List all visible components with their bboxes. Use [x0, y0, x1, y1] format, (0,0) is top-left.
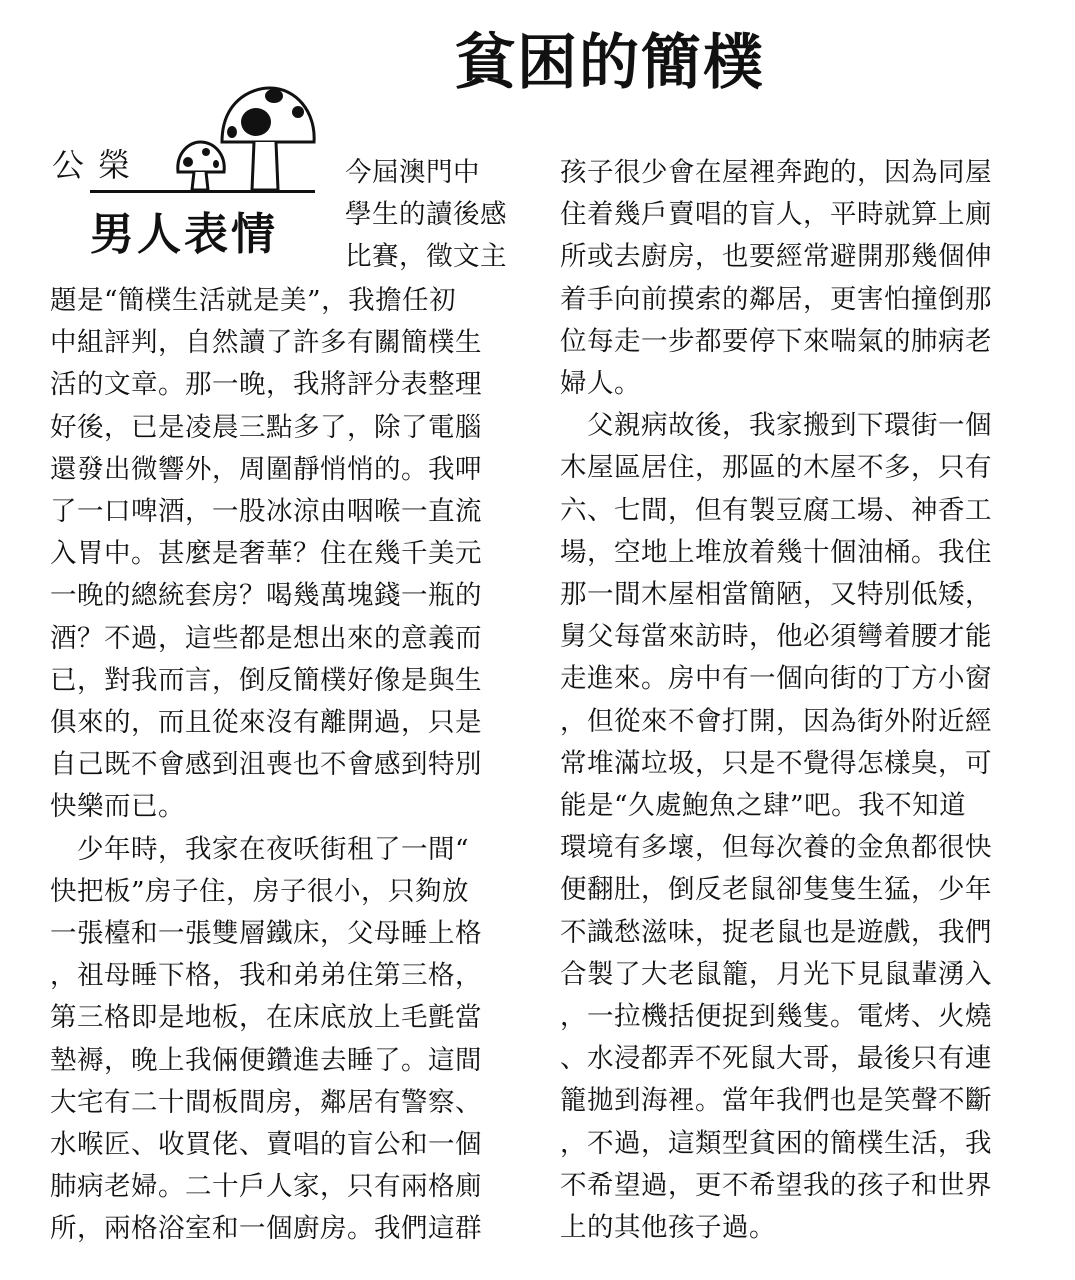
- mushroom-icon: [170, 82, 330, 194]
- intro-text: 今屆澳門中 學生的讀後感 比賽，徵文主: [345, 157, 507, 273]
- left-column-text: 題是“簡樸生活就是美”，我擔任初 中組評判，自然讀了許多有關簡樸生 活的文章。那一晚，我將評分表整理 好後，已是凌晨三點多了，除了電腦 還發出微響外，周圍靜悄悄的。我呷 了一口啤酒，一股冰涼由咽喉一直流 入胃中。甚麼是奢華？住在幾千美元 一晚的總統套房？喝幾萬塊錢一瓶的 酒？不過，這些都是想出來的意義而 已，對我而言，倒反簡樸好像是與生 俱來的，而且從來沒有離開過，只是 自己既不會感到沮喪也不會感到特別 快樂而已。 少年時，我家在夜㕭街租了一間“ 快把板”房子住，房子很小，只夠放 一張檯和一張雙層鐵床，父母睡上格 ，祖母睡下格，我和弟弟住第三格， 第三格即是地板，在床底放上毛氈當 墊褥，晚上我倆便鑽進去睡了。這間 大宅有二十間板間房，鄰居有警察、 水喉匠、收買佬、賣唱的盲公和一個 肺病老婦。二十戶人家，只有兩格廁 所，兩格浴室和一個廚房。我們這群: [50, 285, 482, 1245]
- column-name: 男人表情: [90, 209, 278, 260]
- header-rule: [90, 190, 315, 193]
- author-name: 公榮: [52, 146, 145, 184]
- right-column-text: 孩子很少會在屋裡奔跑的，因為同屋 住着幾戶賣唱的盲人，平時就算上廁 所或去廚房，也要經常避開那幾個伸 着手向前摸索的鄰居，更害怕撞倒那 位每走一步都要停下來喘氣的肺病老 婦人。 父親病故後，我家搬到下環街一個 木屋區居住，那區的木屋不多，只有 六、七間，但有製豆腐工場、神香工 場，空地上堆放着幾十個油桶。我住 那一間木屋相當簡陋，又特別低矮， 舅父每當來訪時，他必須彎着腰才能 走進來。房中有一個向街的丁方小窗 ，但從來不會打開，因為街外附近經 常堆滿垃圾，只是不覺得怎樣臭，可 能是“久處鮑魚之肆”吧。我不知道 環境有多壞，但每次養的金魚都很快 便翻肚，倒反老鼠卻隻隻生猛，少年 不識愁滋味，捉老鼠也是遊戲，我們 合製了大老鼠籠，月光下見鼠輩湧入 ，一拉機括便捉到幾隻。電烤、火燒 、水浸都弄不死鼠大哥，最後只有連 籠拋到海裡。當年我們也是笑聲不斷 ，不過，這類型貧困的簡樸生活，我 不希望過，更不希望我的孩子和世界 上的其他孩子過。: [560, 157, 992, 1244]
- article-title: 貧困的簡樸: [455, 28, 765, 98]
